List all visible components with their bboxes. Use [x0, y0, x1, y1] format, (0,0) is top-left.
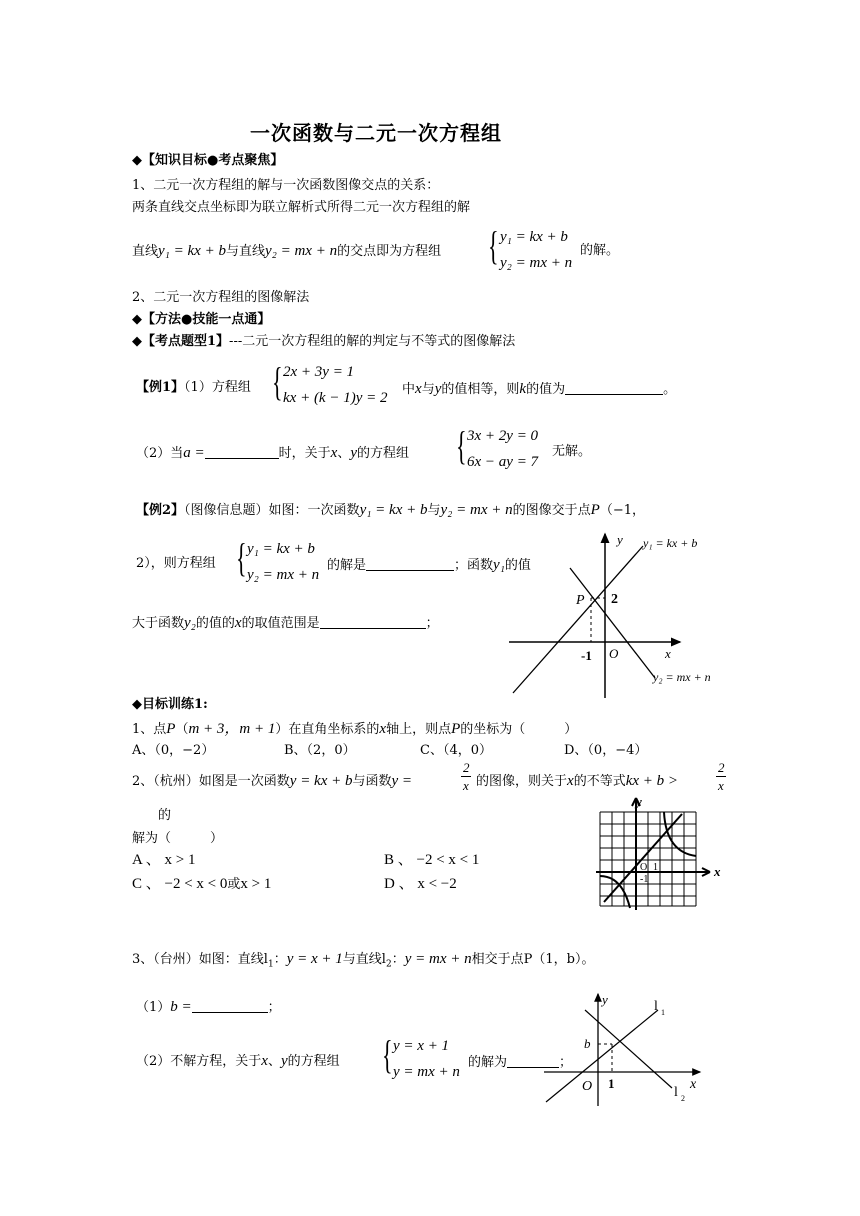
y-label: y	[602, 992, 608, 1007]
line-y1-label: y₁ = kx + b	[643, 536, 698, 550]
q2-option-d[interactable]: D 、 x < −2	[384, 876, 457, 892]
brace: {	[272, 359, 283, 404]
q1-option-b[interactable]: B、（2，0）	[284, 743, 356, 758]
question-3-part-2-tail: 的解为 ；	[468, 1055, 573, 1070]
system-eq-1: y₁ = kx + b	[500, 229, 568, 245]
y-label: y	[636, 794, 642, 809]
q2-option-c[interactable]: C 、 −2 < x < 0或x > 1	[132, 876, 272, 892]
q1-option-c[interactable]: C、（4，0）	[420, 743, 492, 758]
question-2-solve: 解为（ ）	[132, 831, 224, 846]
question-2: 2、（杭州）如图是一次函数y = kx + b与函数y =	[132, 773, 413, 789]
y-label: y	[617, 532, 623, 547]
one-label: 1	[608, 1076, 615, 1091]
x-label: x	[714, 864, 721, 879]
origin-label: O	[640, 862, 648, 873]
fraction-bar	[461, 776, 471, 777]
b-label: b	[584, 1036, 591, 1051]
question-2-mid: 的图像，则关于x的不等式kx + b >	[476, 773, 679, 789]
neg1-label: -1	[640, 874, 649, 885]
brace: {	[488, 223, 499, 268]
hyperbola-left	[600, 876, 630, 908]
item-1: 1、二元一次方程组的解与一次函数图像交点的关系：	[132, 178, 440, 193]
ex1-part1-tail: 中x与y的值相等，则k的值为 。	[402, 381, 677, 397]
question-3-graph	[540, 990, 715, 1110]
example-1-part-2: （2）当a = 时，关于x、y的方程组	[136, 445, 410, 461]
answer-blank[interactable]	[366, 556, 454, 571]
ex2-sys1: y₁ = kx + b	[247, 541, 315, 557]
line-y2-label: y₂ = mx + n	[653, 670, 711, 684]
one-label: 1	[653, 862, 658, 873]
fraction-denominator-2: x	[718, 778, 724, 793]
x-label: x	[665, 646, 671, 661]
item-1b: 两条直线交点坐标即为联立解析式所得二元一次方程组的解	[132, 200, 471, 215]
fraction-denominator: x	[463, 778, 469, 793]
example-1-part-1: 【例1】（1）方程组	[136, 380, 251, 395]
example-2-line-2-tail: 的解是 ；函数y₁的值	[327, 557, 531, 573]
point-p-label: P	[576, 593, 585, 608]
q1-option-a[interactable]: A、（0，−2）	[132, 743, 215, 758]
origin-label: O	[609, 646, 619, 661]
question-2-de: 的	[158, 808, 172, 823]
line	[604, 814, 682, 902]
answer-blank[interactable]	[565, 380, 663, 395]
example-2-line-3: 大于函数y₂的值的x的取值范围是 ；	[132, 615, 439, 631]
origin-label: O	[582, 1079, 593, 1094]
item-2: 2、二元一次方程组的图像解法	[132, 290, 310, 305]
brace: {	[382, 1032, 393, 1077]
l2-subscript: 2	[681, 1094, 685, 1103]
l1-subscript: 1	[661, 1008, 665, 1017]
ex1-eq2: kx + (k − 1)y = 2	[283, 390, 388, 406]
ex1-part2-tail: 无解。	[552, 444, 592, 459]
hyperbola-right	[664, 812, 696, 856]
answer-blank[interactable]	[192, 998, 268, 1013]
brace: {	[236, 535, 247, 580]
section-heading-knowledge: ◆【知识目标●考点聚焦】	[132, 153, 284, 168]
question-1: 1、点P（m + 3，m + 1）在直角坐标系的x轴上，则点P的坐标为（ ）	[132, 721, 578, 737]
example-2-line-2: 2），则方程组	[136, 556, 216, 571]
question-3-part-2: （2）不解方程，关于x、y的方程组	[136, 1053, 340, 1069]
q2-option-b[interactable]: B 、 −2 < x < 1	[384, 852, 480, 868]
line-l1	[546, 1010, 658, 1102]
l1-label: l	[654, 999, 658, 1014]
line-y1	[513, 546, 643, 693]
q2-option-a[interactable]: A 、 x > 1	[132, 852, 196, 868]
page-title: 一次函数与二元一次方程组	[250, 121, 502, 145]
relation-text: 直线y₁ = kx + b与直线y₂ = mx + n的交点即为方程组	[132, 243, 442, 259]
answer-blank[interactable]	[205, 444, 279, 459]
q3-sys2: y = mx + n	[393, 1064, 460, 1080]
answer-blank[interactable]	[320, 614, 426, 629]
relation-end: 的解。	[580, 243, 620, 258]
section-heading-method: ◆【方法●技能一点通】	[132, 312, 271, 327]
question-3-part-1: （1）b = ；	[136, 999, 281, 1015]
fraction-bar-2	[716, 776, 726, 777]
fraction-numerator: 2	[463, 760, 470, 775]
system-eq-2: y₂ = mx + n	[500, 255, 573, 271]
ex1-eq1: 2x + 3y = 1	[283, 364, 355, 380]
question-3: 3、（台州）如图：直线$l_1$：y = x + 1与直线$l_2$：y = mx + n相交于点P（1，b）。	[132, 951, 595, 970]
x-label: x	[690, 1077, 697, 1092]
q1-option-d[interactable]: D、（0，−4）	[564, 743, 648, 758]
x-value-label: -1	[581, 648, 592, 663]
example-2-line-1: 【例2】（图像信息题）如图：一次函数y₁ = kx + b与y₂ = mx + n的图像交于点P（−1，	[136, 502, 645, 518]
question-2-graph	[592, 792, 730, 912]
example-2-graph	[505, 528, 735, 700]
ex2-sys2: y₂ = mx + n	[247, 567, 320, 583]
ex1-eq4: 6x − ay = 7	[467, 454, 539, 470]
fraction-numerator-2: 2	[718, 760, 725, 775]
l2-label: l	[674, 1085, 678, 1100]
q3-sys1: y = x + 1	[393, 1038, 450, 1054]
brace: {	[456, 423, 467, 468]
topic-type-1: ◆【考点题型1】---二元一次方程组的解的判定与不等式的图像解法	[132, 334, 516, 349]
ex1-eq3: 3x + 2y = 0	[467, 428, 539, 444]
training-heading: ◆目标训练1:	[132, 697, 208, 712]
y-value-label: 2	[611, 592, 618, 607]
